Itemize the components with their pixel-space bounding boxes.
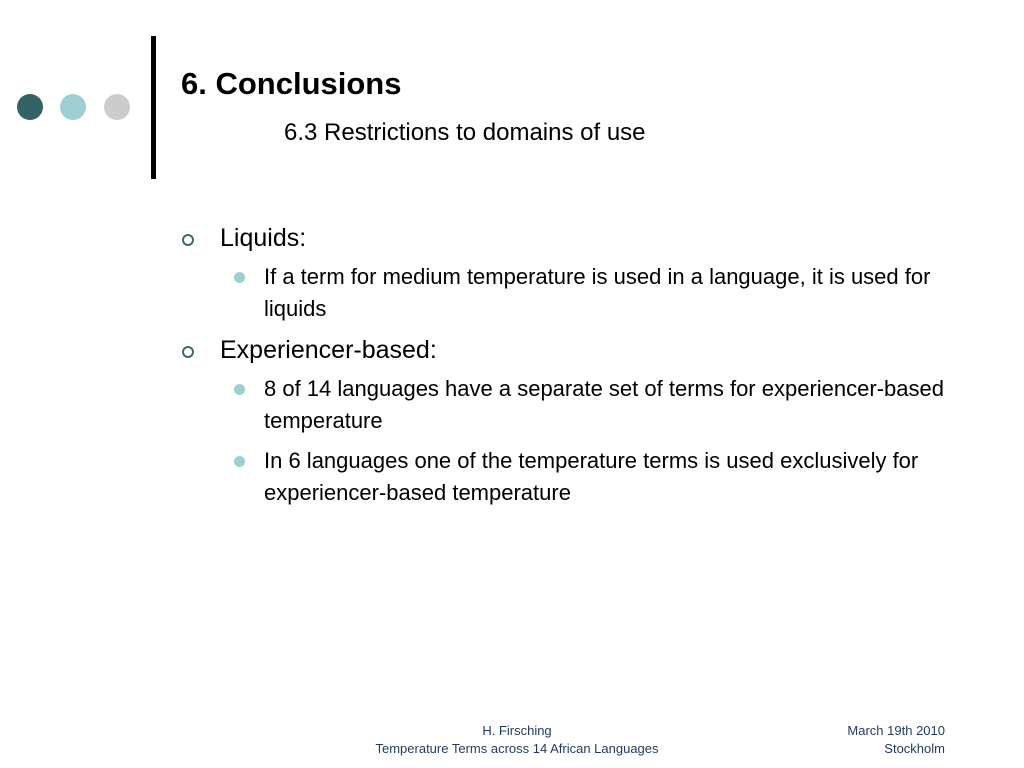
footer-center bbox=[340, 722, 694, 758]
footer-author: H. Firsching bbox=[482, 723, 552, 738]
bullet-heading-liquids: Liquids: bbox=[220, 224, 307, 252]
bullet-heading-experiencer: Experiencer-based: bbox=[220, 336, 437, 364]
footer-right bbox=[847, 722, 945, 758]
footer-talk-title: Temperature Terms across 14 African Languages bbox=[375, 741, 659, 756]
bullet-point: In 6 languages one of the temperature terms is used exclusively for experiencer-based temperature bbox=[264, 448, 919, 505]
bullet-dot-icon bbox=[234, 456, 245, 467]
bullet-ring-icon bbox=[182, 346, 194, 358]
bullet-point: 8 of 14 languages have a separate set of terms for experiencer-based temperature bbox=[264, 376, 944, 433]
footer-place: Stockholm bbox=[884, 741, 945, 756]
bullet-dot-icon bbox=[234, 272, 245, 283]
slide-subtitle: 6.3 Restrictions to domains of use bbox=[284, 119, 646, 146]
slide-title: 6. Conclusions bbox=[181, 66, 402, 101]
decorative-dot-dark bbox=[17, 94, 43, 120]
bullet-ring-icon bbox=[182, 234, 194, 246]
decorative-dot-gray bbox=[104, 94, 130, 120]
title-divider bbox=[151, 36, 156, 179]
bullet-point: If a term for medium temperature is used in a language, it is used for liquids bbox=[264, 264, 931, 321]
footer-date: March 19th 2010 bbox=[847, 723, 945, 738]
decorative-dot-light bbox=[60, 94, 86, 120]
bullet-dot-icon bbox=[234, 384, 245, 395]
